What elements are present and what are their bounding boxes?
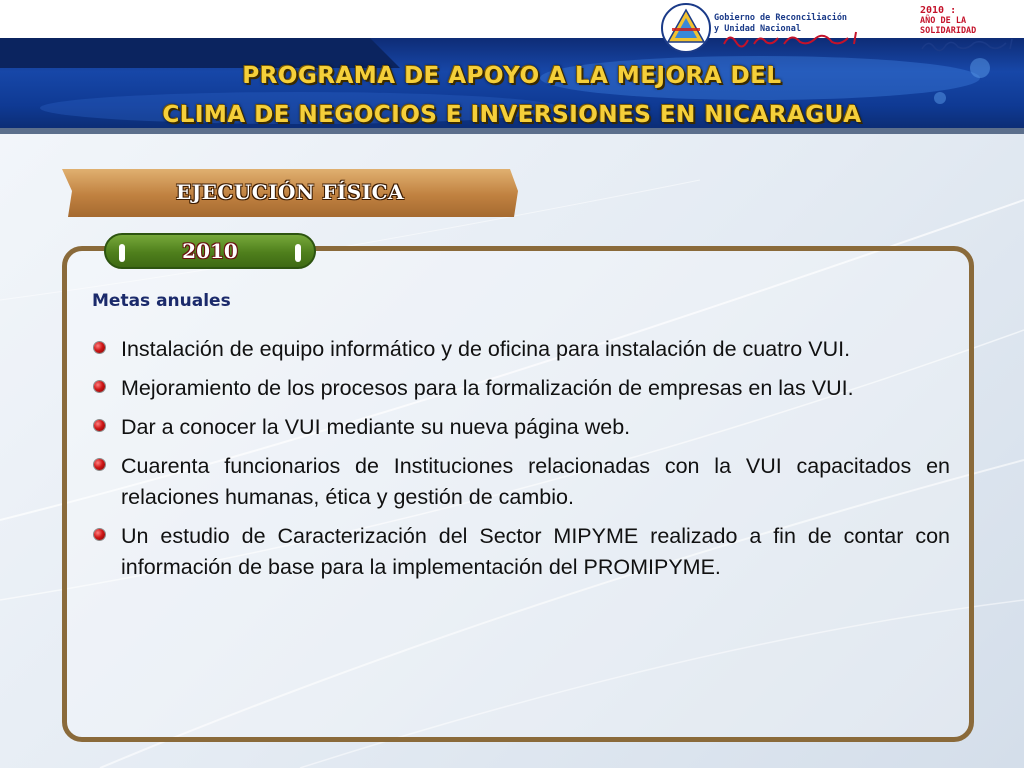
bullet-icon <box>94 459 105 470</box>
bullet-icon <box>94 342 105 353</box>
bullet-icon <box>94 381 105 392</box>
banner-bottom-stripe <box>0 128 1024 134</box>
list-item-text: Cuarenta funcionarios de Instituciones relacionadas con la VUI capacitados en relaciones humanas, ética y gestión de cambio. <box>121 454 950 509</box>
list-item-text: Instalación de equipo informático y de oficina para instalación de cuatro VUI. <box>121 337 851 361</box>
list-item <box>92 373 950 404</box>
list-item <box>92 334 950 365</box>
list-item-text: Un estudio de Caracterización del Sector MIPYME realizado a fin de contar con información de base para la implementación del PROMIPYME. <box>121 524 950 579</box>
list-item-text: Dar a conocer la VUI mediante su nueva página web. <box>121 415 631 439</box>
year-line-1: 2010 : <box>920 5 957 16</box>
section-title: EJECUCIÓN FÍSICA <box>175 180 405 204</box>
list-item <box>92 412 950 443</box>
year-of-solidarity-badge <box>920 6 1020 36</box>
year-line-3: SOLIDARIDAD <box>920 26 977 36</box>
program-title-line-2: CLIMA DE NEGOCIOS E INVERSIONES EN NICARAGUA <box>162 102 862 128</box>
list-item-text: Mejoramiento de los procesos para la formalización de empresas en las VUI. <box>121 376 854 400</box>
bullet-icon <box>94 529 105 540</box>
viva-nicaragua-script-art <box>920 37 1016 53</box>
year-line-2: AÑO DE LA <box>920 16 967 26</box>
list-item <box>92 521 950 583</box>
bullet-icon <box>94 420 105 431</box>
nicaragua-triangle-icon <box>660 2 712 54</box>
program-title-line-1: PROGRAMA DE APOYO A LA MEJORA DEL <box>242 63 782 89</box>
goals-list <box>92 334 950 591</box>
annual-goals-heading: Metas anuales <box>92 291 231 311</box>
government-name-line-2: y Unidad Nacional <box>714 24 801 34</box>
government-name-line-1: Gobierno de Reconciliación <box>714 13 848 23</box>
year-tab-label: 2010 <box>182 239 238 263</box>
list-item <box>92 451 950 513</box>
slogan-script-art <box>720 28 870 50</box>
